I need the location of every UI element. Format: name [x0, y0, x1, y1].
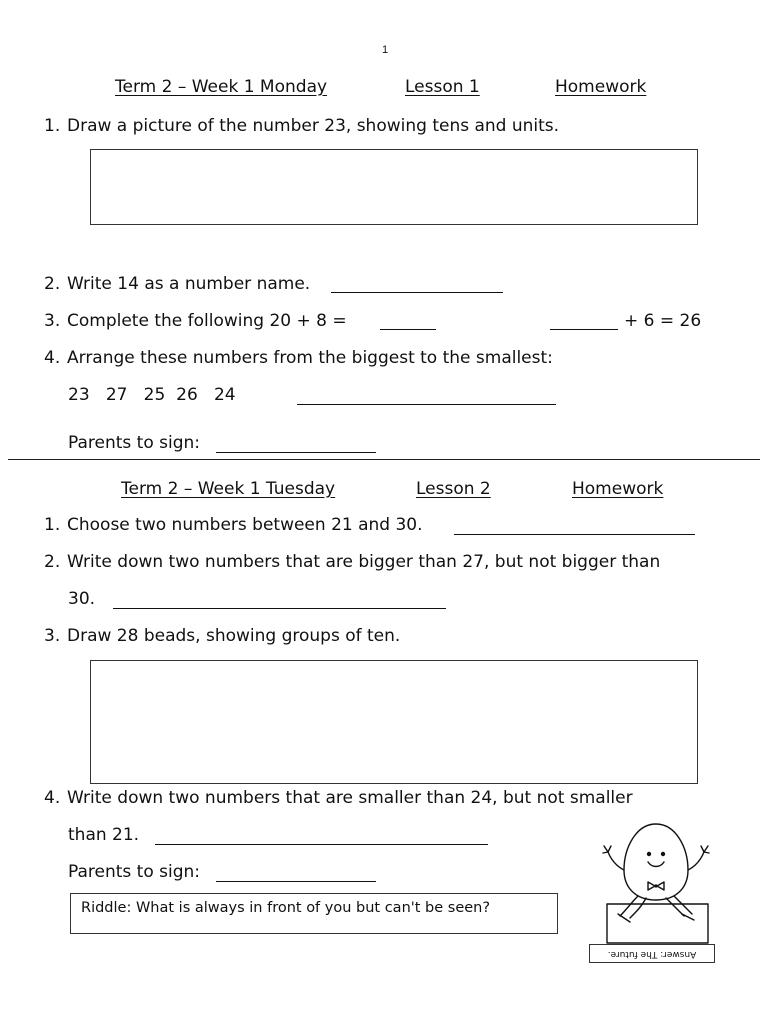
lesson2-header-type: Homework	[572, 479, 664, 499]
lesson1-header-day: Term 2 – Week 1 Monday	[115, 77, 328, 97]
question-number: 3.	[44, 311, 61, 331]
question-number: 2.	[44, 552, 61, 572]
section-divider	[8, 459, 760, 460]
numbers-to-arrange: 23 27 25 26 24	[68, 385, 236, 405]
answer-line-bigger-than-27[interactable]	[113, 607, 446, 609]
question-number: 2.	[44, 274, 61, 294]
question-text: Choose two numbers between 21 and 30.	[67, 515, 423, 535]
riddle-answer-box	[589, 944, 715, 963]
lesson1-header-type: Homework	[555, 77, 647, 97]
question-text: Complete the following 20 + 8 =	[67, 311, 347, 331]
answer-line-arrange[interactable]	[297, 403, 556, 405]
answer-line-number-name[interactable]	[331, 291, 503, 293]
question-text: Write down two numbers that are smaller than 24, but not smaller	[67, 788, 633, 808]
lesson1-parents-sign-label: Parents to sign:	[68, 433, 201, 453]
drawing-box-beads[interactable]	[90, 660, 698, 784]
question-4-continuation: than 21.	[68, 825, 140, 845]
answer-line-smaller-than-24[interactable]	[155, 843, 488, 845]
drawing-box-23[interactable]	[90, 149, 698, 225]
lesson2-question-1	[44, 515, 423, 535]
answer-line-missing-addend[interactable]	[550, 328, 618, 330]
lesson1-question-4	[44, 348, 553, 368]
riddle-box	[70, 893, 558, 934]
page-number: 1	[381, 44, 389, 56]
lesson1-question-2	[44, 274, 310, 294]
question-number: 1.	[44, 116, 61, 136]
question-text: Write down two numbers that are bigger than 27, but not bigger than	[67, 552, 661, 572]
question-text: Draw 28 beads, showing groups of ten.	[67, 626, 401, 646]
lesson1-header-lesson: Lesson 1	[405, 77, 480, 97]
humpty-dumpty-icon	[598, 818, 720, 944]
answer-line-choose-numbers[interactable]	[454, 533, 695, 535]
question-number: 4.	[44, 348, 61, 368]
lesson1-question-1	[44, 116, 559, 136]
lesson2-header-lesson: Lesson 2	[416, 479, 491, 499]
lesson2-parents-sign-label: Parents to sign:	[68, 862, 201, 882]
question-text: Draw a picture of the number 23, showing tens and units.	[67, 116, 560, 136]
riddle-answer-text: Answer: The future.	[607, 949, 697, 959]
lesson2-header-day: Term 2 – Week 1 Tuesday	[121, 479, 336, 499]
equation-plus-six: + 6 = 26	[624, 311, 702, 331]
lesson2-parents-sign-line[interactable]	[216, 880, 376, 882]
question-number: 3.	[44, 626, 61, 646]
question-text: Write 14 as a number name.	[67, 274, 311, 294]
question-number: 4.	[44, 788, 61, 808]
lesson2-question-4	[44, 788, 633, 808]
answer-line-sum[interactable]	[380, 328, 436, 330]
lesson2-question-3	[44, 626, 400, 646]
question-number: 1.	[44, 515, 61, 535]
lesson2-question-2	[44, 552, 660, 572]
question-2-continuation: 30.	[68, 589, 96, 609]
lesson1-question-3	[44, 311, 347, 331]
riddle-text: Riddle: What is always in front of you but can't be seen?	[81, 900, 491, 916]
question-text: Arrange these numbers from the biggest to the smallest:	[67, 348, 553, 368]
lesson1-parents-sign-line[interactable]	[216, 451, 376, 453]
